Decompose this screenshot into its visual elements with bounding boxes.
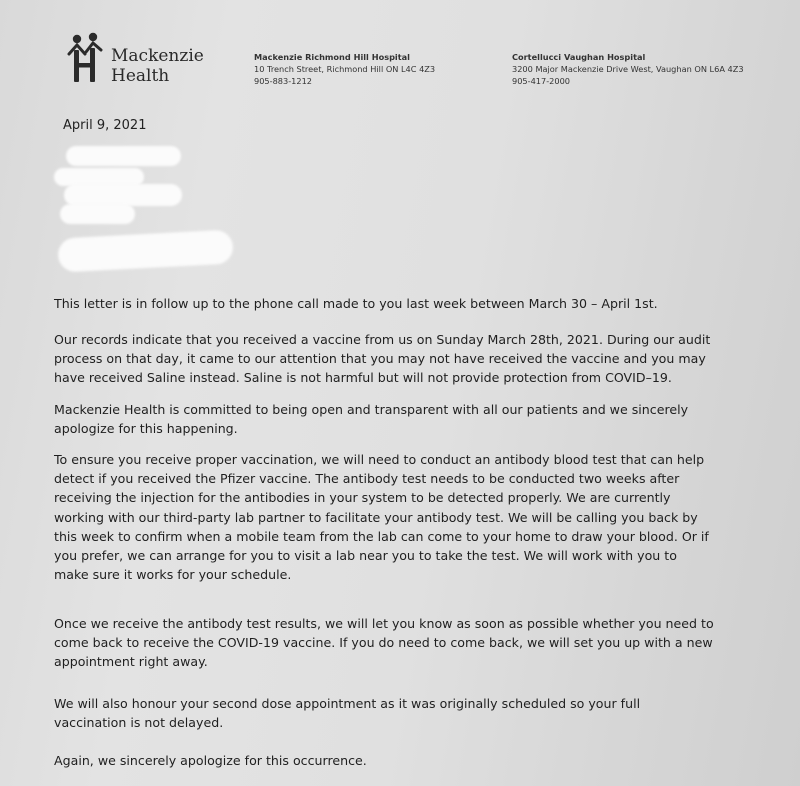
hospital-address-vaughan (512, 51, 744, 87)
hospital-phone: 905-883-1212 (254, 76, 313, 86)
logo-wordmark (111, 46, 204, 86)
redaction-mark (60, 204, 135, 224)
redaction-mark (57, 229, 234, 272)
paragraph-follow-up: This letter is in follow up to the phone call made to you last week between March 30 – April 1st. (54, 296, 658, 311)
paragraph-closing: Again, we sincerely apologize for this occurrence. (54, 753, 367, 768)
hospital-street: 10 Trench Street, Richmond Hill ON L4C 4Z3 (254, 64, 436, 74)
letter-date: April 9, 2021 (63, 118, 147, 133)
paragraph-antibody-test: To ensure you receive proper vaccination, we will need to conduct an antibody blood test that can help detect if you received the Pfizer vaccine. The antibody test needs to be conducted two weeks after receiving the injection for the antibodies in your system to be detected properly. We are currently working with our third-party lab partner to facilitate your antibody test. We will be calling you back by this week to confirm when a mobile team from the lab can come to your home to draw your blood. Or if you prefer, we can arrange for you to visit a lab near you to take the test. We will work with you to make sure it works for your schedule. (54, 452, 709, 583)
hospital-name: Cortellucci Vaughan Hospital (512, 52, 646, 62)
hospital-street: 3200 Major Mackenzie Drive West, Vaughan ON L6A 4Z3 (512, 64, 744, 74)
logo-line-1: Mackenzie (111, 46, 204, 66)
redaction-mark (64, 184, 182, 206)
hospital-phone: 905-417-2000 (512, 76, 571, 86)
hospital-person-icon (66, 30, 106, 86)
paragraph-apology: Mackenzie Health is committed to being open and transparent with all our patients and we sincerely apologize for this happening. (54, 402, 689, 437)
mackenzie-health-logo (66, 30, 226, 90)
hospital-address-richmond-hill (254, 51, 435, 87)
redaction-mark (66, 146, 181, 166)
hospital-name: Mackenzie Richmond Hill Hospital (254, 52, 410, 62)
logo-line-2: Health (111, 66, 170, 86)
paragraph-test-results: Once we receive the antibody test results, we will let you know as soon as possible whether you need to come back to receive the COVID-19 vaccine. If you do need to come back, we will set you up with a new appointment right away. (54, 616, 714, 670)
paragraph-saline-notice: Our records indicate that you received a vaccine from us on Sunday March 28th, 2021. During our audit process on that day, it came to our attention that you may not have received the vaccine and you may have received Saline instead. Saline is not harmful but will not provide protection from COVID–19. (54, 332, 711, 386)
paragraph-second-dose: We will also honour your second dose appointment as it was originally scheduled so your full vaccination is not delayed. (54, 696, 641, 731)
